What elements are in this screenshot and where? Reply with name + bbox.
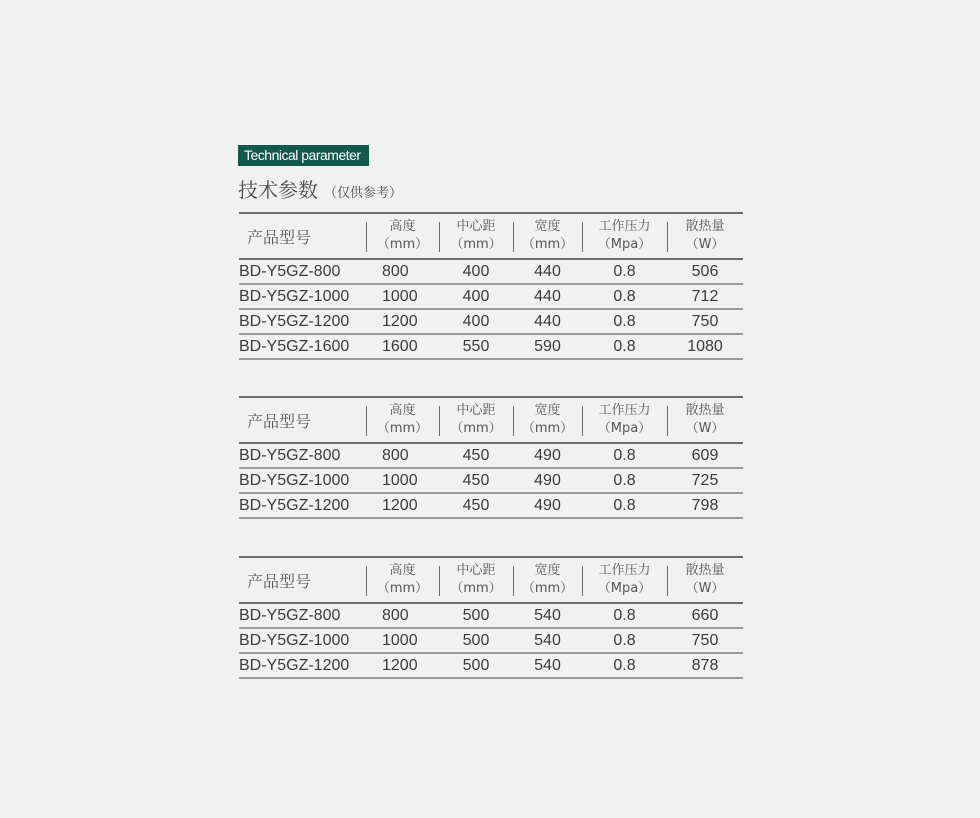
cell-height: 1200 <box>382 313 418 330</box>
title-text: 技术参数 <box>238 178 318 202</box>
cell-center-distance: 450 <box>462 497 490 514</box>
header-height: 高度 （mm） <box>366 213 439 259</box>
cell-height: 1600 <box>382 338 418 355</box>
cell-heat-output: 798 <box>691 497 719 514</box>
cell-width: 540 <box>534 657 561 674</box>
cell-model: BD-Y5GZ-1200 <box>239 657 350 674</box>
table-row <box>239 603 743 628</box>
cell-heat-output: 750 <box>691 632 719 649</box>
cell-heat-output: 878 <box>691 657 719 674</box>
cell-pressure: 0.8 <box>613 472 636 489</box>
header-pressure: 工作压力 （Mpa） <box>582 397 667 443</box>
section-title <box>238 174 402 203</box>
header-model: 产品型号 <box>247 571 312 591</box>
cell-center-distance: 450 <box>462 472 490 489</box>
header-center-distance: 中心距 （mm） <box>439 557 513 603</box>
cell-pressure: 0.8 <box>613 607 636 624</box>
cell-height: 800 <box>382 447 409 464</box>
cell-model: BD-Y5GZ-800 <box>239 263 341 280</box>
header-height: 高度 （mm） <box>366 557 439 603</box>
cell-model: BD-Y5GZ-1000 <box>239 632 350 649</box>
cell-height: 1000 <box>382 288 418 305</box>
header-height: 高度 （mm） <box>366 397 439 443</box>
table-row <box>239 653 743 678</box>
cell-heat-output: 660 <box>691 607 719 624</box>
table-row <box>239 284 743 309</box>
cell-center-distance: 400 <box>462 313 490 330</box>
cell-heat-output: 506 <box>691 263 719 280</box>
cell-center-distance: 500 <box>462 657 490 674</box>
cell-width: 490 <box>534 497 561 514</box>
cell-model: BD-Y5GZ-800 <box>239 607 341 624</box>
table-row <box>239 309 743 334</box>
cell-width: 540 <box>534 607 561 624</box>
cell-model: BD-Y5GZ-1000 <box>239 288 350 305</box>
cell-center-distance: 500 <box>462 632 490 649</box>
table-row <box>239 443 743 468</box>
spec-table-2 <box>239 396 743 519</box>
table-row <box>239 628 743 653</box>
cell-width: 490 <box>534 472 561 489</box>
cell-height: 1000 <box>382 472 418 489</box>
cell-heat-output: 609 <box>691 447 719 464</box>
cell-heat-output: 1080 <box>687 338 723 355</box>
cell-width: 440 <box>534 288 561 305</box>
cell-height: 1200 <box>382 497 418 514</box>
cell-width: 440 <box>534 313 561 330</box>
header-center-distance: 中心距 （mm） <box>439 213 513 259</box>
cell-pressure: 0.8 <box>613 657 636 674</box>
header-width: 宽度 （mm） <box>513 213 582 259</box>
table-row <box>239 493 743 518</box>
cell-height: 1000 <box>382 632 418 649</box>
header-width: 宽度 （mm） <box>513 397 582 443</box>
cell-heat-output: 750 <box>691 313 719 330</box>
cell-center-distance: 500 <box>462 607 490 624</box>
cell-pressure: 0.8 <box>613 263 636 280</box>
cell-pressure: 0.8 <box>613 497 636 514</box>
header-model: 产品型号 <box>247 227 312 247</box>
header-model: 产品型号 <box>247 411 312 431</box>
header-center-distance: 中心距 （mm） <box>439 397 513 443</box>
table-row <box>239 468 743 493</box>
header-heat-output: 散热量 （W） <box>667 557 743 603</box>
cell-width: 540 <box>534 632 561 649</box>
cell-center-distance: 400 <box>462 288 490 305</box>
cell-pressure: 0.8 <box>613 338 636 355</box>
header-pressure: 工作压力 （Mpa） <box>582 557 667 603</box>
cell-pressure: 0.8 <box>613 447 636 464</box>
cell-width: 440 <box>534 263 561 280</box>
table-header-row <box>239 213 743 259</box>
header-heat-output: 散热量 （W） <box>667 397 743 443</box>
cell-height: 800 <box>382 607 409 624</box>
cell-heat-output: 712 <box>691 288 719 305</box>
header-heat-output: 散热量 （W） <box>667 213 743 259</box>
table-header-row <box>239 557 743 603</box>
cell-model: BD-Y5GZ-1200 <box>239 313 350 330</box>
cell-pressure: 0.8 <box>613 313 636 330</box>
cell-center-distance: 450 <box>462 447 490 464</box>
cell-model: BD-Y5GZ-1200 <box>239 497 350 514</box>
title-note: （仅供参考） <box>324 186 403 201</box>
cell-center-distance: 550 <box>462 338 490 355</box>
cell-center-distance: 400 <box>462 263 490 280</box>
cell-heat-output: 725 <box>691 472 719 489</box>
table-row <box>239 334 743 359</box>
header-width: 宽度 （mm） <box>513 557 582 603</box>
cell-height: 800 <box>382 263 409 280</box>
cell-width: 490 <box>534 447 561 464</box>
cell-pressure: 0.8 <box>613 632 636 649</box>
cell-pressure: 0.8 <box>613 288 636 305</box>
table-row <box>239 259 743 284</box>
table-header-row <box>239 397 743 443</box>
cell-model: BD-Y5GZ-800 <box>239 447 341 464</box>
spec-table-3 <box>239 556 743 679</box>
section-badge: Technical parameter <box>238 145 369 166</box>
cell-height: 1200 <box>382 657 418 674</box>
header-pressure: 工作压力 （Mpa） <box>582 213 667 259</box>
spec-table-1 <box>239 212 743 360</box>
cell-width: 590 <box>534 338 561 355</box>
cell-model: BD-Y5GZ-1600 <box>239 338 350 355</box>
cell-model: BD-Y5GZ-1000 <box>239 472 350 489</box>
